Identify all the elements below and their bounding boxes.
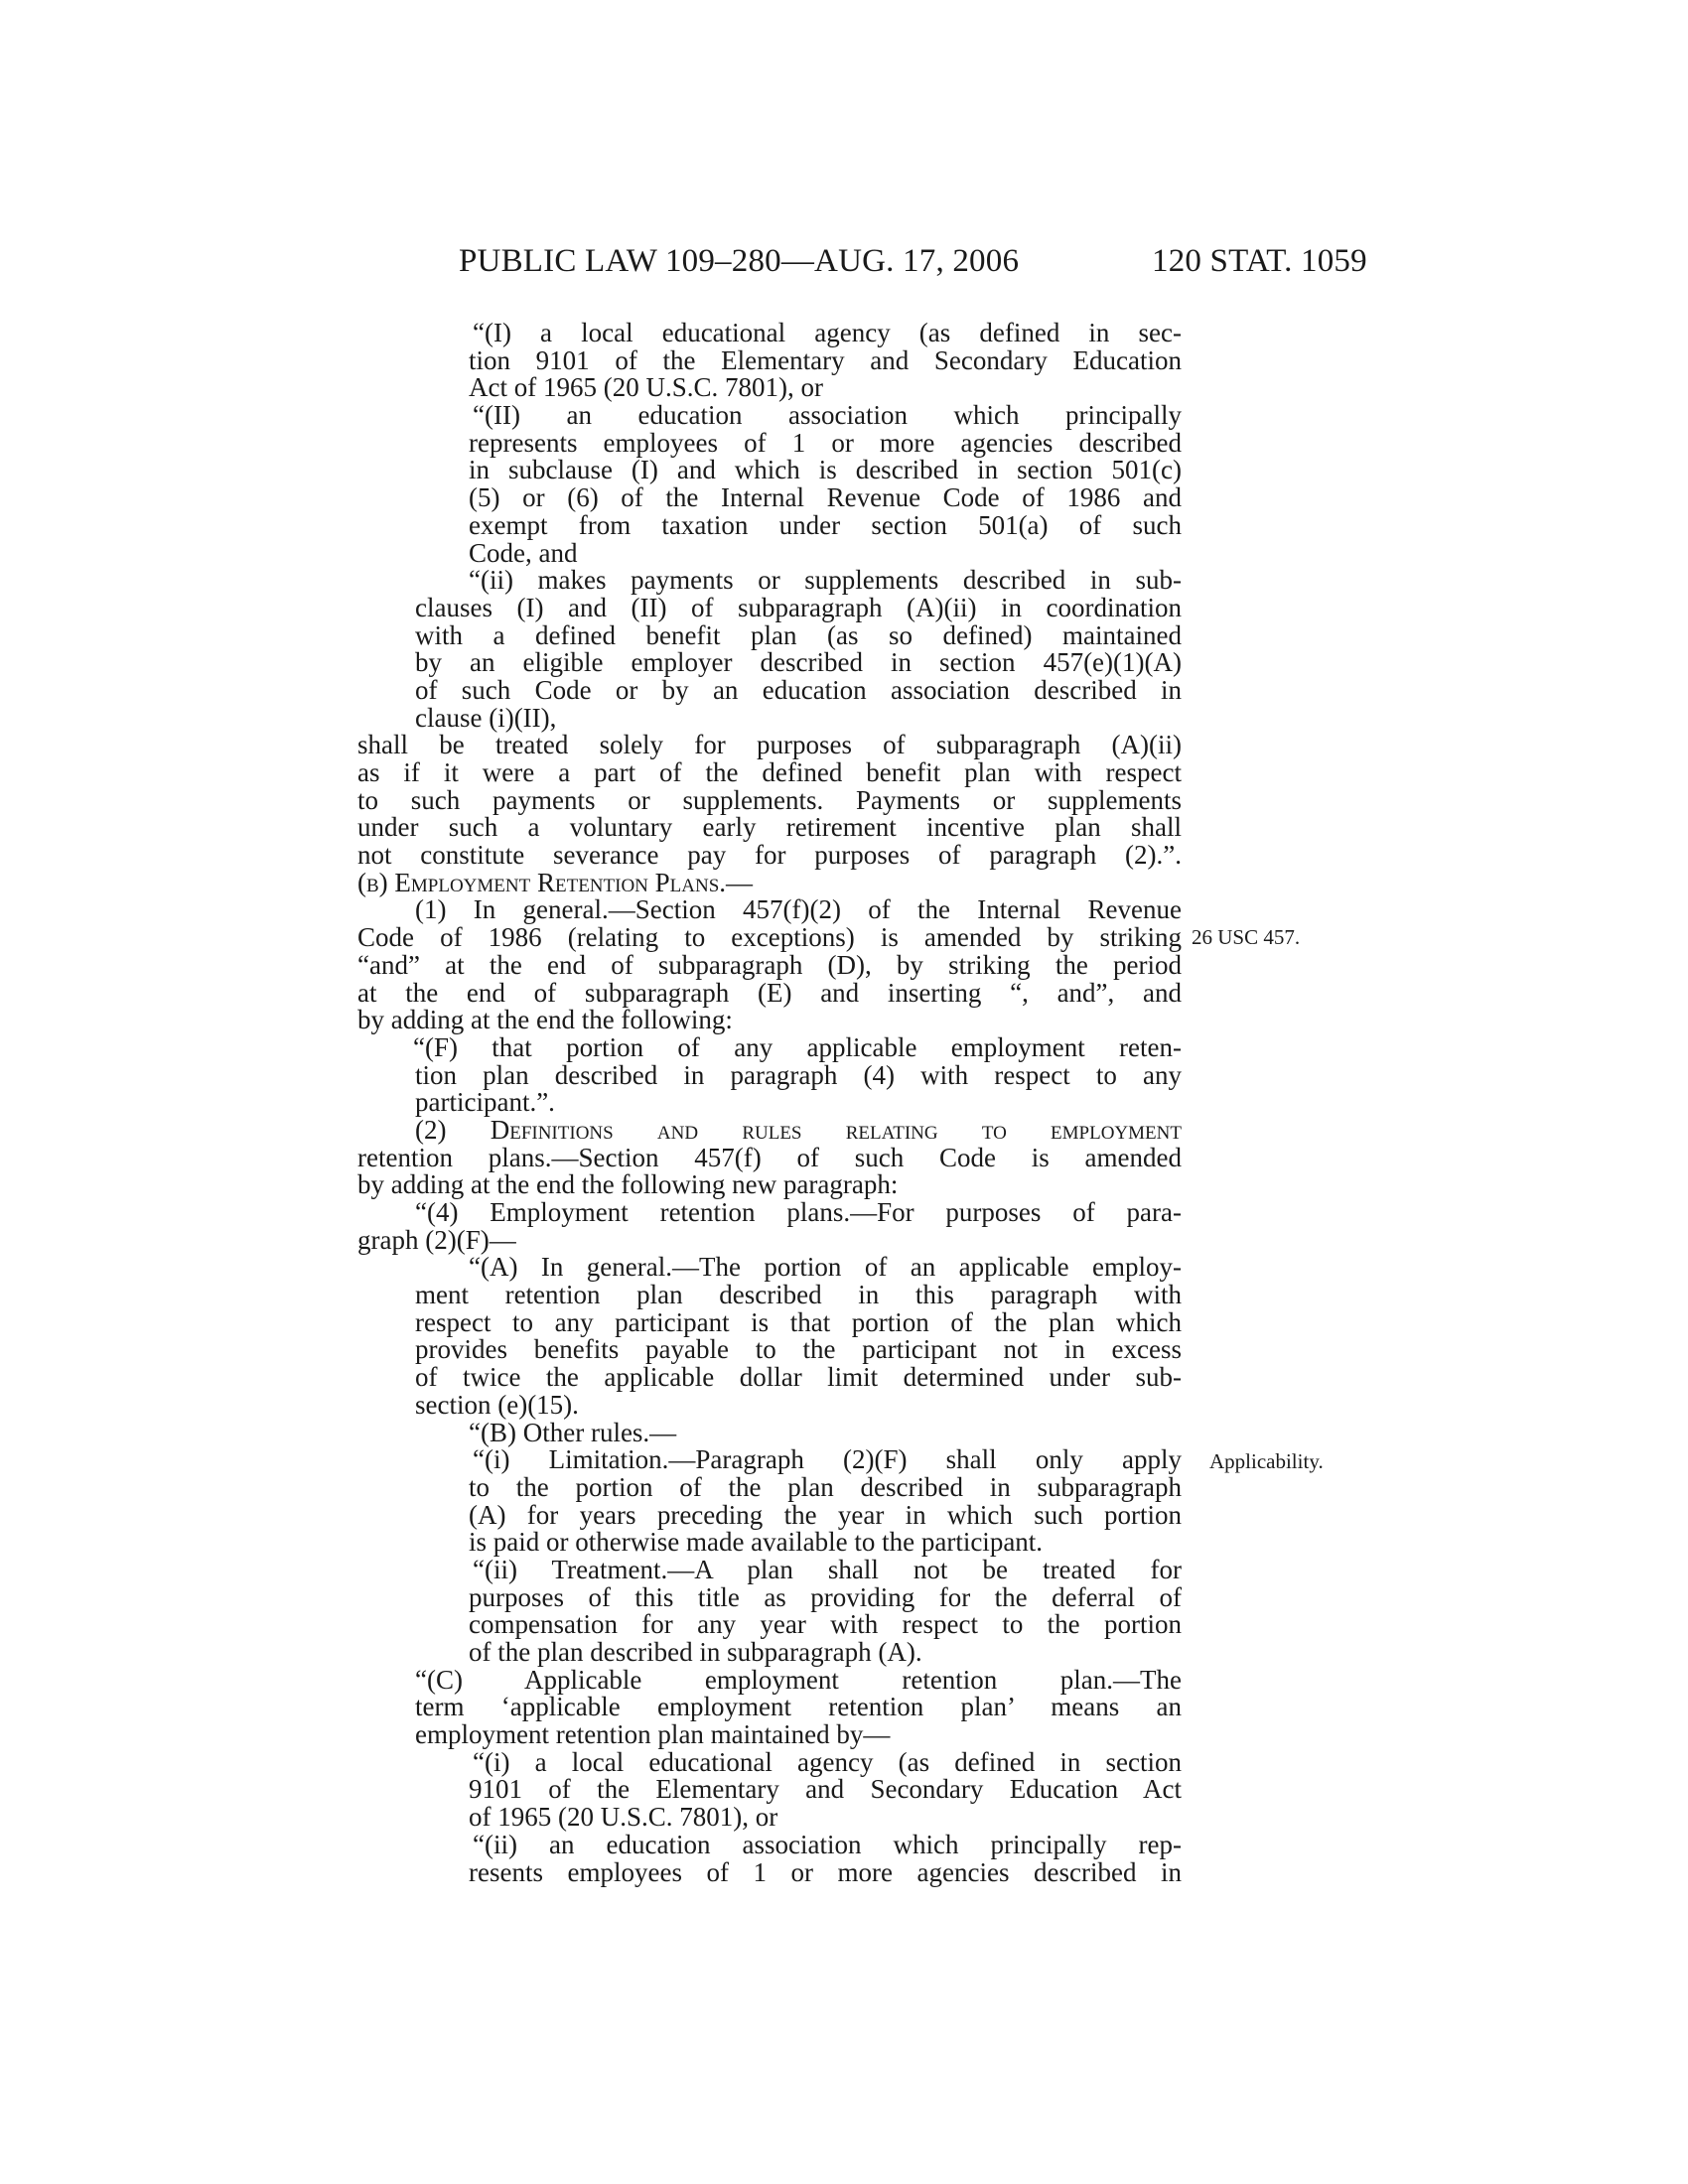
text-line: of twice the applicable dollar limit determined under sub- [415, 1362, 1182, 1393]
text-line: “(I) a local educational agency (as defined in sec- [473, 318, 1182, 347]
text-line: with a defined benefit plan (as so defined) maintained [415, 619, 1182, 650]
text-line: clause (i)(II), [415, 702, 557, 733]
text-line: tion 9101 of the Elementary and Secondary Education [469, 344, 1182, 375]
text-line: is paid or otherwise made available to the participant. [469, 1527, 1044, 1558]
text-line: (5) or (6) of the Internal Revenue Code of 1986 and [469, 482, 1182, 513]
section-heading-employment-retention: (b) Employment Retention Plans.— [357, 867, 754, 897]
text-line: under such a voluntary early retirement incentive plan shall [357, 812, 1182, 843]
running-header-stat-page: 120 STAT. 1059 [1152, 243, 1367, 279]
text-line: represents employees of 1 or more agencies described [469, 427, 1182, 458]
text-line: tion plan described in paragraph (4) with respect to any [415, 1059, 1182, 1090]
text-line: exempt from taxation under section 501(a) of such [469, 509, 1182, 540]
text-line: “(F) that portion of any applicable employment reten- [413, 1031, 1182, 1062]
text-line: Act of 1965 (20 U.S.C. 7801), or [469, 372, 823, 403]
text-line: at the end of subparagraph (E) and inserting “, and”, and [357, 977, 1182, 1008]
text-line: ment retention plan described in this paragraph with [415, 1280, 1182, 1310]
text-line: by adding at the end the following new paragraph: [357, 1169, 899, 1200]
text-line: of such Code or by an education association described in [415, 674, 1182, 705]
text-line: “and” at the end of subparagraph (D), by striking the period [357, 949, 1182, 980]
text-line: section (e)(15). [415, 1389, 579, 1420]
text-line: “(ii) Treatment.—A plan shall not be treated for [473, 1554, 1182, 1584]
text-line: “(II) an education association which principally [473, 400, 1182, 431]
text-line: in subclause (I) and which is described in section 501(c) [469, 455, 1182, 485]
margin-note-usc: 26 USC 457. [1192, 925, 1301, 949]
text-line: “(ii) an education association which principally rep- [473, 1829, 1182, 1859]
text-line: retention plans.—Section 457(f) of such Code is amended [357, 1142, 1182, 1172]
text-line: as if it were a part of the defined benefit plan with respect [357, 757, 1182, 787]
text-line: (1) In general.—Section 457(f)(2) of the Internal Revenue [415, 894, 1182, 925]
text-line: “(4) Employment retention plans.—For purposes of para- [415, 1197, 1182, 1227]
text-line: employment retention plan maintained by— [415, 1719, 891, 1750]
text-line: “(C) Applicable employment retention plan.—The [415, 1664, 1182, 1695]
text-line: provides benefits payable to the participant not in excess [415, 1334, 1182, 1365]
text-line: of 1965 (20 U.S.C. 7801), or [469, 1802, 778, 1833]
text-line: graph (2)(F)— [357, 1224, 516, 1255]
text-line: participant.”. [415, 1087, 555, 1118]
text-line: purposes of this title as providing for the deferral of [469, 1581, 1182, 1612]
text-line: (2) Definitions and rules relating to employment [415, 1114, 1182, 1145]
text-line: “(B) Other rules.— [469, 1417, 677, 1447]
text-line: by an eligible employer described in section 457(e)(1)(A) [415, 647, 1182, 678]
text-line: “(ii) makes payments or supplements described in sub- [469, 565, 1182, 596]
text-line: of the plan described in subparagraph (A). [469, 1637, 922, 1667]
text-line: “(A) In general.—The portion of an applicable employ- [469, 1252, 1182, 1283]
text-line: not constitute severance pay for purposes of paragraph (2).”. [357, 840, 1182, 871]
text-line: clauses (I) and (II) of subparagraph (A)(ii) in coordination [415, 592, 1182, 622]
statute-text-body [357, 320, 1182, 1886]
text-line: Code, and [469, 537, 578, 568]
text-line: by adding at the end the following: [357, 1005, 733, 1035]
text-line: to such payments or supplements. Payments or supplements [357, 784, 1182, 815]
running-header-title: PUBLIC LAW 109–280—AUG. 17, 2006 [459, 243, 1020, 279]
text-line: shall be treated solely for purposes of subparagraph (A)(ii) [357, 730, 1182, 760]
text-line: 9101 of the Elementary and Secondary Education Act [469, 1774, 1182, 1805]
margin-note-applicability: Applicability. [1209, 1449, 1324, 1473]
text-line: (A) for years preceding the year in which such portion [469, 1499, 1182, 1530]
text-line: resents employees of 1 or more agencies described in [469, 1856, 1182, 1887]
text-line: compensation for any year with respect to the portion [469, 1609, 1182, 1640]
text-line: to the portion of the plan described in subparagraph [469, 1471, 1182, 1502]
text-line: respect to any participant is that portion of the plan which [415, 1306, 1182, 1337]
text-line: “(i) Limitation.—Paragraph (2)(F) shall only apply [473, 1444, 1182, 1475]
text-line: “(i) a local educational agency (as defined in section [473, 1746, 1182, 1777]
text-line: term ‘applicable employment retention plan’ means an [415, 1692, 1182, 1722]
text-line: Code of 1986 (relating to exceptions) is amended by striking [357, 922, 1182, 953]
